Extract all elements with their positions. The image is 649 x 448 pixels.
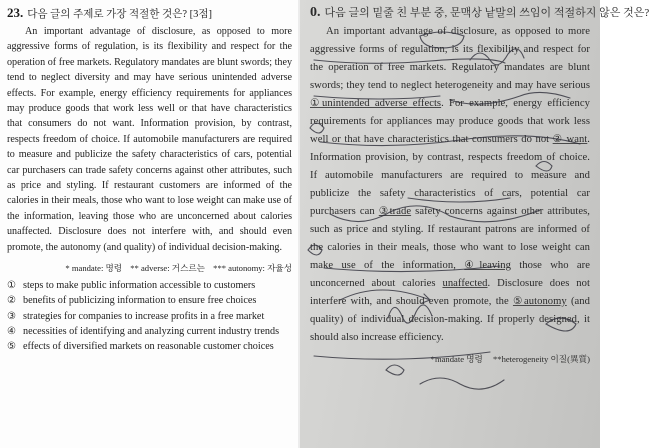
question-text: 다음 글의 밑줄 친 부분 중, 문맥상 낱말의 쓰임이 적절하지 않은 것은? (324, 7, 649, 19)
right-page-photo (300, 0, 649, 448)
passage-text: An important advantage of disclosure, as opposed to more aggressive forms of regulation, is its flexibility and respect for the operation of free markets. Regulatory mandates are blunt swords; they tend to neglect heterogeneity and may have serious (310, 26, 590, 91)
glossary-item: *mandate 명령 (430, 354, 483, 364)
underlined-option-5: ⑤autonomy (512, 296, 567, 307)
answer-choice[interactable] (7, 278, 292, 293)
underlined-option-3: ③trade (378, 206, 412, 217)
choice-text: benefits of publicizing information to ensure free choices (23, 295, 257, 307)
passage-text: those who are unconcerned about calories (310, 260, 590, 289)
passage-text: safety concerns against other attributes, such as price and styling. If restaurant patrons are informed of the calories in their meals, those who want to lose weight can make use of the information, (310, 206, 590, 271)
choice-marker: ① (7, 280, 17, 292)
answer-choice[interactable] (7, 339, 292, 354)
glossary-item: ** adverse: 거스르는 (130, 263, 205, 274)
passage-text: (and quality) of individual decision-making. If properly designed, it should also increase efficiency. (310, 296, 590, 343)
choice-marker: ③ (7, 310, 17, 322)
passage-text: . For example, energy efficiency requirements for appliances may produce goods that work less well or that have characteristics that consumers do not (310, 98, 590, 145)
answer-choices (7, 278, 292, 354)
answer-choice[interactable] (7, 293, 292, 308)
underlined-word-unaffected: unaffected (442, 278, 488, 289)
choice-text: necessities of identifying and analyzing current industry trends (23, 325, 280, 337)
passage-text: . Disclosure does not interfere with, and should even promote, the (310, 278, 590, 307)
question-header (7, 6, 292, 22)
glossary (310, 353, 590, 365)
question-text: 다음 글의 주제로 가장 적절한 것은? [3점] (27, 9, 213, 20)
question-number: 23. (7, 5, 24, 20)
question-number: 0. (310, 5, 321, 20)
passage-text: An important advantage of disclosure, as opposed to more aggressive forms of regulation, is its flexibility and respect for the operation of free markets. Regulatory mandates are blunt swords; they tend to neglect diversity and may have serious unintended adverse effects. For example, energy efficiency requirements for appliances may produce goods that work less well or that have characteristics that consumers do not want. Information provision, by contrast, respects freedom of choice. If automobile manufacturers are required to measure and publicize the safety characteristics of cars, potential car purchasers can trade safety concerns against other attributes, such as price and styling. If restaurant customers are informed of the calories in their meals, those who want to lose weight can make use of the information, leaving those who are unconcerned about calories unaffected. Disclosure does not interfere with, and should even promote, the autonomy (and quality) of individual decision-making. (7, 26, 292, 253)
question-header (310, 5, 649, 21)
underlined-option-1: ①unintended adverse effects (310, 98, 442, 109)
pen-scribble (420, 378, 504, 389)
passage-paragraph (310, 23, 590, 347)
pen-circle (386, 365, 404, 375)
choice-marker: ② (7, 295, 17, 307)
glossary-item: **heterogeneity 이질(異質) (492, 354, 590, 364)
glossary (7, 262, 292, 274)
choice-marker: ⑤ (7, 340, 17, 352)
choice-text: effects of diversified markets on reasonable customer choices (23, 340, 274, 352)
choice-text: strategies for companies to increase profits in a free market (23, 310, 265, 322)
answer-choice[interactable] (7, 309, 292, 324)
choice-marker: ④ (7, 325, 17, 337)
underlined-option-4: ④leaving (464, 260, 511, 271)
answer-choice[interactable] (7, 324, 292, 339)
passage-paragraph (7, 24, 292, 255)
left-page (0, 0, 300, 448)
choice-text: steps to make public information accessible to customers (23, 280, 256, 292)
passage-text: . Information provision, by contrast, respects freedom of choice. If automobile manufacturers are required to measure and publicize the safety characteristics of cars, potential car purchasers can (310, 134, 590, 217)
underlined-option-2: ② want (552, 134, 588, 145)
glossary-item: *** autonomy: 자율성 (213, 263, 292, 274)
glossary-item: * mandate: 명령 (65, 263, 123, 274)
